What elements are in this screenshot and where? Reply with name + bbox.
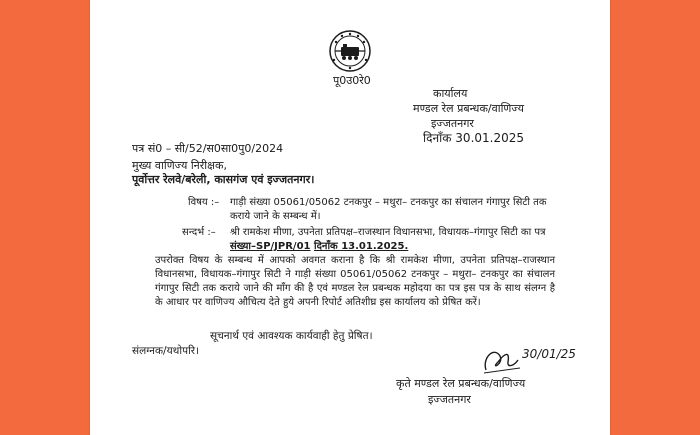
reference-number: पत्र सं0 – सी/52/स0सा0पु0/2024 <box>132 142 284 155</box>
subject-line-1: गाड़ी संख्या 05061/05062 टनकपुर – मथुरा– टनकपुर का संचालन गंगापुर सिटी तक <box>230 197 547 208</box>
enclosure-note: संलग्नक/यथोपरि। <box>132 345 200 357</box>
date-value: 30.01.2025 <box>455 131 525 145</box>
closing-line: सूचनार्थ एवं आवश्यक कार्यवाही हेतु प्रेषित। <box>210 330 373 342</box>
emblem-caption: पू0उ0रे0 <box>333 74 371 87</box>
reference-letter-number: संख्या–SP/JPR/01 <box>230 241 311 252</box>
reference-letter-date: दिनाँक 13.01.2025. <box>314 241 409 252</box>
signature-date: 30/01/25 <box>522 347 576 361</box>
subject-label: विषय :– <box>188 197 220 208</box>
indian-railways-emblem-icon <box>329 30 371 72</box>
reference-line-1: श्री रामकेश मीणा, उपनेता प्रतिपक्ष–राजस्थान विधानसभा, विधायक–गंगापुर सिटी का पत्र <box>230 227 546 238</box>
date-label: दिनाँक <box>423 131 452 145</box>
signatory-line-1: कृते मण्डल रेल प्रबन्धक/वाणिज्य <box>396 377 526 390</box>
recipient-line-1: मुख्य वाणिज्य निरीक्षक, <box>132 159 227 172</box>
body-paragraph: उपरोक्त विषय के सम्बन्ध में आपको अवगत कराना है कि श्री रामकेश मीणा, उपनेता प्रतिपक्ष–राजस्थान विधानसभा, विधायक–गंगापुर सिटी ने गाड़ी संख्या 05061/05062 टनकपुर – मथुरा– टनकपुर का संचालन गंगापुर सिटी तक कराये जाने की माँग की है एवं मण्डल रेल प्रबन्धक महोदया का पत्र इस पत्र के साथ संलग्न है के आधार पर वाणिज्य औचित्य देते हुये अपनी रिपोर्ट अतिशीघ्र इस कार्यालय को प्रेषित करें। <box>155 255 555 308</box>
office-line-2: मण्डल रेल प्रबन्धक/वाणिज्य <box>413 102 525 115</box>
office-line-3: इज्जतनगर <box>431 117 474 130</box>
reference-line-2 <box>230 238 408 252</box>
subject-line-2: कराये जाने के सम्बन्ध में। <box>230 211 321 222</box>
signatory-line-2: इज्जतनगर <box>428 393 471 406</box>
letter-date <box>423 129 524 146</box>
signature-icon <box>480 340 580 376</box>
letter-page <box>90 0 610 435</box>
recipient-line-2: पूर्वोत्तर रेलवे/बरेली, कासगंज एवं इज्जतनगर। <box>132 173 315 186</box>
reference-label: सन्दर्भ :– <box>182 227 216 238</box>
office-line-1: कार्यालय <box>433 87 468 100</box>
